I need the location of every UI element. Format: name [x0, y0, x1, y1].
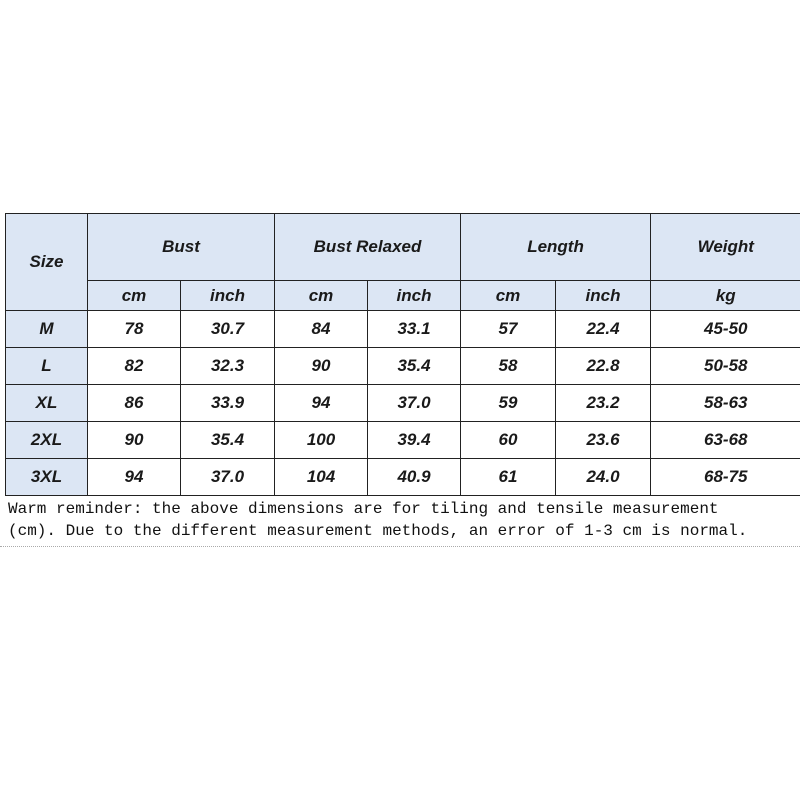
- warm-reminder-note: [8, 498, 798, 542]
- reminder-line-1: Warm reminder: the above dimensions are for tiling and tensile measurement: [8, 500, 719, 518]
- table-cell: 33.9: [181, 385, 275, 422]
- table-cell: 61: [461, 459, 556, 496]
- table-cell: 37.0: [181, 459, 275, 496]
- size-cell: 2XL: [6, 422, 88, 459]
- table-cell: 84: [275, 311, 368, 348]
- size-header: Size: [6, 214, 88, 311]
- unit-cell: kg: [651, 281, 800, 311]
- table-cell: 59: [461, 385, 556, 422]
- length-header: Length: [461, 214, 651, 281]
- table-cell: 50-58: [651, 348, 800, 385]
- unit-cell: cm: [275, 281, 368, 311]
- table-cell: 37.0: [368, 385, 461, 422]
- table-cell: 60: [461, 422, 556, 459]
- table-cell: 45-50: [651, 311, 800, 348]
- table-cell: 58-63: [651, 385, 800, 422]
- table-row: [6, 311, 800, 348]
- table-cell: 94: [275, 385, 368, 422]
- unit-cell: inch: [556, 281, 651, 311]
- table-cell: 32.3: [181, 348, 275, 385]
- table-cell: 23.6: [556, 422, 651, 459]
- table-cell: 86: [88, 385, 181, 422]
- table-cell: 58: [461, 348, 556, 385]
- table-cell: 22.4: [556, 311, 651, 348]
- table-cell: 35.4: [368, 348, 461, 385]
- divider: [0, 546, 800, 547]
- unit-cell: cm: [88, 281, 181, 311]
- table-cell: 68-75: [651, 459, 800, 496]
- group-header-row: [6, 214, 800, 281]
- table-row: [6, 422, 800, 459]
- table-cell: 94: [88, 459, 181, 496]
- table-cell: 35.4: [181, 422, 275, 459]
- table-row: [6, 348, 800, 385]
- table-cell: 22.8: [556, 348, 651, 385]
- reminder-line-2: (cm). Due to the different measurement methods, an error of 1-3 cm is normal.: [8, 522, 748, 540]
- table-cell: 39.4: [368, 422, 461, 459]
- unit-cell: cm: [461, 281, 556, 311]
- bust-header: Bust: [88, 214, 275, 281]
- bust-relaxed-header: Bust Relaxed: [275, 214, 461, 281]
- size-cell: XL: [6, 385, 88, 422]
- table-cell: 30.7: [181, 311, 275, 348]
- table-cell: 82: [88, 348, 181, 385]
- table-cell: 23.2: [556, 385, 651, 422]
- unit-cell: inch: [181, 281, 275, 311]
- table-cell: 78: [88, 311, 181, 348]
- table-cell: 100: [275, 422, 368, 459]
- weight-header: Weight: [651, 214, 800, 281]
- unit-header-row: [6, 281, 800, 311]
- unit-cell: inch: [368, 281, 461, 311]
- table-cell: 33.1: [368, 311, 461, 348]
- table-cell: 57: [461, 311, 556, 348]
- table-cell: 90: [88, 422, 181, 459]
- table-cell: 40.9: [368, 459, 461, 496]
- table-cell: 63-68: [651, 422, 800, 459]
- size-chart-table: [5, 213, 800, 496]
- size-cell: L: [6, 348, 88, 385]
- size-cell: 3XL: [6, 459, 88, 496]
- table-cell: 90: [275, 348, 368, 385]
- table-cell: 24.0: [556, 459, 651, 496]
- table-row: [6, 459, 800, 496]
- table-row: [6, 385, 800, 422]
- size-cell: M: [6, 311, 88, 348]
- table-cell: 104: [275, 459, 368, 496]
